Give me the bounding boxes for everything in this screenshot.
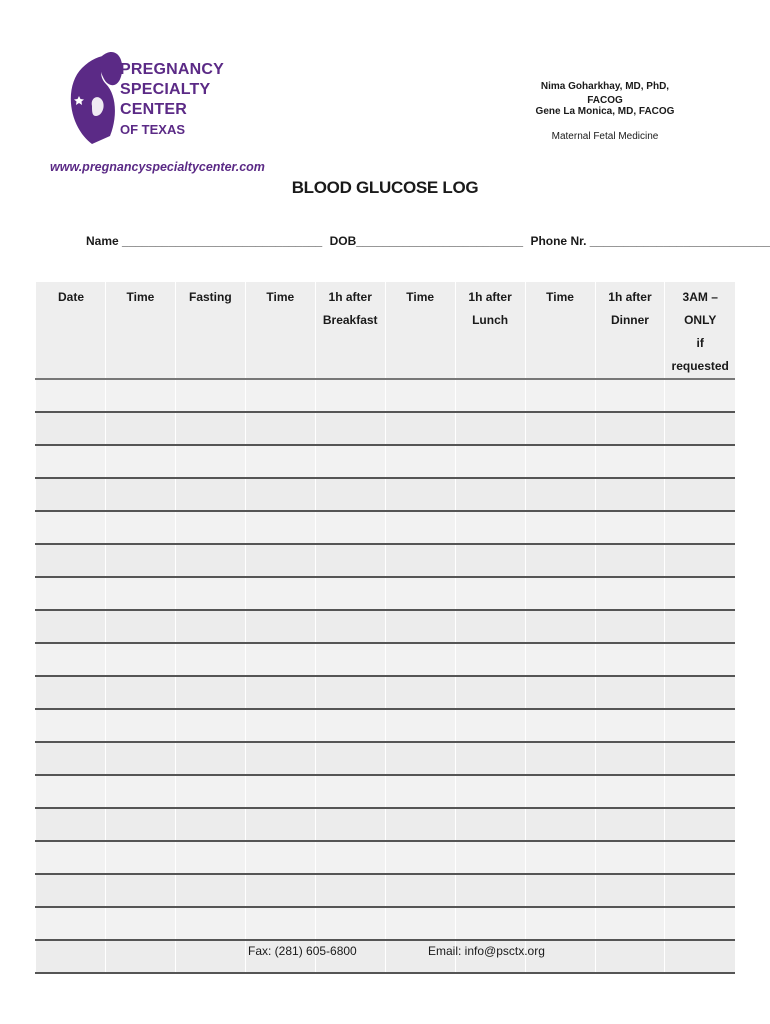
- log-cell[interactable]: [455, 676, 525, 709]
- column-header-line-1: 1h after: [328, 290, 372, 304]
- log-cell[interactable]: [36, 940, 106, 973]
- log-cell[interactable]: [175, 445, 245, 478]
- table-row: [36, 577, 736, 610]
- log-cell[interactable]: [665, 742, 735, 775]
- log-cell[interactable]: [245, 544, 315, 577]
- table-row: [36, 940, 736, 973]
- column-header-line-2: Breakfast: [322, 313, 378, 327]
- log-cell[interactable]: [36, 445, 106, 478]
- log-cell[interactable]: [315, 445, 385, 478]
- log-cell[interactable]: [245, 577, 315, 610]
- log-cell[interactable]: [105, 709, 175, 742]
- log-cell[interactable]: [175, 907, 245, 940]
- log-cell[interactable]: [315, 841, 385, 874]
- log-cell[interactable]: [105, 808, 175, 841]
- log-cell[interactable]: [595, 544, 665, 577]
- log-cell[interactable]: [595, 841, 665, 874]
- logo-wordmark: [120, 60, 224, 140]
- log-cell[interactable]: [245, 610, 315, 643]
- log-cell[interactable]: [245, 676, 315, 709]
- column-header-line-1: Time: [126, 290, 155, 304]
- log-cell[interactable]: [36, 610, 106, 643]
- column-header-line-1: Fasting: [189, 290, 232, 304]
- log-cell[interactable]: [665, 511, 735, 544]
- log-cell[interactable]: [665, 808, 735, 841]
- log-cell[interactable]: [105, 610, 175, 643]
- log-cell[interactable]: [385, 577, 455, 610]
- log-cell[interactable]: [385, 610, 455, 643]
- log-cell[interactable]: [36, 511, 106, 544]
- log-cell[interactable]: [385, 709, 455, 742]
- column-header-line-2: Dinner: [610, 313, 649, 327]
- log-cell[interactable]: [105, 940, 175, 973]
- log-cell[interactable]: [525, 709, 595, 742]
- doctor-1: Nima Goharkhay, MD, PhD, FACOG: [540, 81, 670, 106]
- log-cell[interactable]: [455, 577, 525, 610]
- log-cell[interactable]: [385, 379, 455, 412]
- log-cell[interactable]: [245, 709, 315, 742]
- log-cell[interactable]: [385, 643, 455, 676]
- log-cell[interactable]: [315, 412, 385, 445]
- log-cell[interactable]: [105, 445, 175, 478]
- logo-line-3: CENTER: [120, 101, 187, 118]
- log-cell[interactable]: [315, 379, 385, 412]
- log-cell[interactable]: [315, 709, 385, 742]
- log-cell[interactable]: [105, 478, 175, 511]
- log-cell[interactable]: [385, 874, 455, 907]
- log-cell[interactable]: [525, 907, 595, 940]
- log-cell[interactable]: [245, 907, 315, 940]
- log-cell[interactable]: [36, 412, 106, 445]
- log-cell[interactable]: [175, 544, 245, 577]
- log-cell[interactable]: [455, 874, 525, 907]
- log-cell[interactable]: [385, 412, 455, 445]
- table-row: [36, 379, 736, 412]
- log-cell[interactable]: [175, 379, 245, 412]
- table-row: [36, 676, 736, 709]
- log-cell[interactable]: [175, 841, 245, 874]
- log-cell[interactable]: [315, 577, 385, 610]
- column-header-line-1: Time: [266, 290, 295, 304]
- log-cell[interactable]: [525, 445, 595, 478]
- log-cell[interactable]: [175, 511, 245, 544]
- column-header: [105, 282, 175, 379]
- log-cell[interactable]: [175, 775, 245, 808]
- log-cell[interactable]: [175, 577, 245, 610]
- dob-field[interactable]: DOB_________________________: [329, 234, 524, 248]
- log-cell[interactable]: [315, 544, 385, 577]
- log-cell[interactable]: [385, 445, 455, 478]
- log-cell[interactable]: [665, 577, 735, 610]
- doctor-2: Gene La Monica, MD, FACOG: [535, 106, 675, 117]
- table-body: [36, 379, 736, 973]
- table-row: [36, 841, 736, 874]
- logo-line-4: OF TEXAS: [120, 122, 186, 137]
- log-cell[interactable]: [175, 610, 245, 643]
- department: Maternal Fetal Medicine: [551, 131, 659, 142]
- column-header-line-1: 1h after: [468, 290, 512, 304]
- page-title: BLOOD GLUCOSE LOG: [291, 178, 479, 197]
- log-cell[interactable]: [175, 709, 245, 742]
- log-cell[interactable]: [455, 478, 525, 511]
- log-cell[interactable]: [175, 808, 245, 841]
- log-cell[interactable]: [315, 874, 385, 907]
- column-header: [245, 282, 315, 379]
- log-cell[interactable]: [665, 775, 735, 808]
- patient-fields: [86, 234, 770, 248]
- log-cell[interactable]: [385, 742, 455, 775]
- email-address[interactable]: Email: info@psctx.org: [428, 944, 545, 958]
- log-cell[interactable]: [385, 511, 455, 544]
- column-header-line-1: Time: [546, 290, 574, 304]
- log-cell[interactable]: [385, 544, 455, 577]
- log-cell[interactable]: [36, 643, 106, 676]
- log-cell[interactable]: [665, 544, 735, 577]
- log-cell[interactable]: [36, 478, 106, 511]
- log-cell[interactable]: [175, 940, 245, 973]
- column-header-line-2: Lunch: [472, 313, 509, 327]
- log-cell[interactable]: [455, 544, 525, 577]
- log-cell[interactable]: [105, 412, 175, 445]
- log-cell[interactable]: [595, 577, 665, 610]
- log-cell[interactable]: [36, 874, 106, 907]
- log-cell[interactable]: [105, 643, 175, 676]
- log-cell[interactable]: [385, 478, 455, 511]
- log-cell[interactable]: [525, 610, 595, 643]
- log-cell[interactable]: [315, 775, 385, 808]
- log-cell[interactable]: [175, 478, 245, 511]
- column-header: [455, 282, 525, 379]
- log-cell[interactable]: [455, 808, 525, 841]
- log-cell[interactable]: [385, 808, 455, 841]
- table-row: [36, 874, 736, 907]
- log-cell[interactable]: [315, 742, 385, 775]
- log-cell[interactable]: [245, 379, 315, 412]
- log-cell[interactable]: [595, 445, 665, 478]
- log-cell[interactable]: [175, 412, 245, 445]
- column-header: [385, 282, 455, 379]
- log-cell[interactable]: [525, 511, 595, 544]
- log-cell[interactable]: [36, 808, 106, 841]
- table-row: [36, 610, 736, 643]
- fax-number: Fax: (281) 605-6800: [248, 944, 357, 958]
- column-header-line-1: 3AM – ONLY: [682, 290, 718, 327]
- log-cell[interactable]: [525, 412, 595, 445]
- log-cell[interactable]: [385, 676, 455, 709]
- log-cell[interactable]: [525, 874, 595, 907]
- log-cell[interactable]: [455, 412, 525, 445]
- doctor-info: [530, 80, 680, 155]
- log-cell[interactable]: [36, 907, 106, 940]
- log-cell[interactable]: [105, 874, 175, 907]
- log-cell[interactable]: [105, 676, 175, 709]
- log-cell[interactable]: [665, 379, 735, 412]
- log-cell[interactable]: [315, 511, 385, 544]
- log-cell[interactable]: [525, 577, 595, 610]
- log-cell[interactable]: [105, 577, 175, 610]
- log-cell[interactable]: [245, 511, 315, 544]
- table-row: [36, 511, 736, 544]
- log-cell[interactable]: [175, 874, 245, 907]
- name-field[interactable]: Name ______________________________: [86, 234, 323, 248]
- column-header-line-2: if requested: [671, 336, 729, 373]
- log-cell[interactable]: [315, 610, 385, 643]
- log-cell[interactable]: [175, 643, 245, 676]
- log-cell[interactable]: [385, 775, 455, 808]
- column-header: [595, 282, 665, 379]
- log-cell[interactable]: [595, 808, 665, 841]
- column-header: [665, 282, 735, 379]
- column-header: [175, 282, 245, 379]
- website-link[interactable]: www.pregnancyspecialtycenter.com: [50, 160, 265, 174]
- log-cell[interactable]: [245, 478, 315, 511]
- log-cell[interactable]: [595, 775, 665, 808]
- log-cell[interactable]: [36, 742, 106, 775]
- log-cell[interactable]: [385, 907, 455, 940]
- log-cell[interactable]: [665, 940, 735, 973]
- table-header-row: [36, 282, 736, 379]
- table-row: [36, 412, 736, 445]
- log-cell[interactable]: [315, 808, 385, 841]
- column-header-line-1: Date: [58, 290, 85, 304]
- table-row: [36, 445, 736, 478]
- log-cell[interactable]: [36, 577, 106, 610]
- log-cell[interactable]: [455, 610, 525, 643]
- log-cell[interactable]: [665, 874, 735, 907]
- table-row: [36, 709, 736, 742]
- log-cell[interactable]: [245, 808, 315, 841]
- log-cell[interactable]: [455, 643, 525, 676]
- log-cell[interactable]: [595, 379, 665, 412]
- log-cell[interactable]: [315, 676, 385, 709]
- log-cell[interactable]: [385, 841, 455, 874]
- log-cell[interactable]: [245, 775, 315, 808]
- log-cell[interactable]: [665, 907, 735, 940]
- log-cell[interactable]: [665, 478, 735, 511]
- log-cell[interactable]: [36, 676, 106, 709]
- log-cell[interactable]: [36, 841, 106, 874]
- phone-field[interactable]: Phone Nr. ___________________________: [530, 234, 770, 248]
- log-cell[interactable]: [455, 775, 525, 808]
- log-cell[interactable]: [595, 709, 665, 742]
- log-cell[interactable]: [595, 478, 665, 511]
- log-cell[interactable]: [455, 841, 525, 874]
- log-cell[interactable]: [455, 445, 525, 478]
- log-cell[interactable]: [315, 643, 385, 676]
- log-cell[interactable]: [525, 478, 595, 511]
- log-cell[interactable]: [525, 808, 595, 841]
- log-cell[interactable]: [525, 841, 595, 874]
- log-cell[interactable]: [525, 742, 595, 775]
- log-cell[interactable]: [245, 742, 315, 775]
- table-row: [36, 775, 736, 808]
- log-cell[interactable]: [595, 742, 665, 775]
- log-cell[interactable]: [595, 907, 665, 940]
- log-cell[interactable]: [245, 841, 315, 874]
- log-cell[interactable]: [245, 412, 315, 445]
- glucose-log-table: [35, 282, 735, 974]
- table-row: [36, 742, 736, 775]
- log-cell[interactable]: [245, 643, 315, 676]
- log-cell[interactable]: [175, 676, 245, 709]
- logo-line-1: PREGNANCY: [120, 61, 225, 78]
- log-cell[interactable]: [525, 676, 595, 709]
- log-cell[interactable]: [455, 709, 525, 742]
- log-cell[interactable]: [665, 709, 735, 742]
- column-header-line-1: 1h after: [608, 290, 652, 304]
- table-row: [36, 478, 736, 511]
- log-cell[interactable]: [245, 874, 315, 907]
- log-cell[interactable]: [525, 379, 595, 412]
- column-header: [315, 282, 385, 379]
- log-cell[interactable]: [315, 907, 385, 940]
- log-cell[interactable]: [105, 775, 175, 808]
- table-row: [36, 643, 736, 676]
- log-cell[interactable]: [315, 478, 385, 511]
- log-cell[interactable]: [245, 445, 315, 478]
- table-row: [36, 808, 736, 841]
- log-cell[interactable]: [525, 775, 595, 808]
- log-cell[interactable]: [105, 907, 175, 940]
- log-cell[interactable]: [36, 544, 106, 577]
- log-cell[interactable]: [595, 676, 665, 709]
- log-cell[interactable]: [665, 445, 735, 478]
- log-cell[interactable]: [665, 643, 735, 676]
- table-row: [36, 907, 736, 940]
- log-cell[interactable]: [455, 379, 525, 412]
- log-cell[interactable]: [105, 742, 175, 775]
- log-cell[interactable]: [595, 610, 665, 643]
- log-cell[interactable]: [105, 841, 175, 874]
- log-cell[interactable]: [595, 511, 665, 544]
- log-cell[interactable]: [665, 841, 735, 874]
- log-cell[interactable]: [525, 544, 595, 577]
- log-cell[interactable]: [105, 379, 175, 412]
- log-cell[interactable]: [595, 940, 665, 973]
- log-cell[interactable]: [36, 379, 106, 412]
- log-cell[interactable]: [525, 643, 595, 676]
- log-cell[interactable]: [36, 775, 106, 808]
- column-header-line-1: Time: [406, 290, 435, 304]
- log-cell[interactable]: [105, 511, 175, 544]
- logo-line-2: SPECIALTY: [120, 81, 211, 98]
- column-header: [36, 282, 106, 379]
- log-cell[interactable]: [595, 874, 665, 907]
- log-cell[interactable]: [455, 907, 525, 940]
- log-cell[interactable]: [455, 742, 525, 775]
- log-cell[interactable]: [455, 511, 525, 544]
- column-header: [525, 282, 595, 379]
- log-cell[interactable]: [665, 412, 735, 445]
- log-cell[interactable]: [665, 676, 735, 709]
- log-cell[interactable]: [595, 643, 665, 676]
- log-cell[interactable]: [665, 610, 735, 643]
- log-cell[interactable]: [175, 742, 245, 775]
- log-cell[interactable]: [36, 709, 106, 742]
- log-cell[interactable]: [105, 544, 175, 577]
- log-cell[interactable]: [595, 412, 665, 445]
- table-row: [36, 544, 736, 577]
